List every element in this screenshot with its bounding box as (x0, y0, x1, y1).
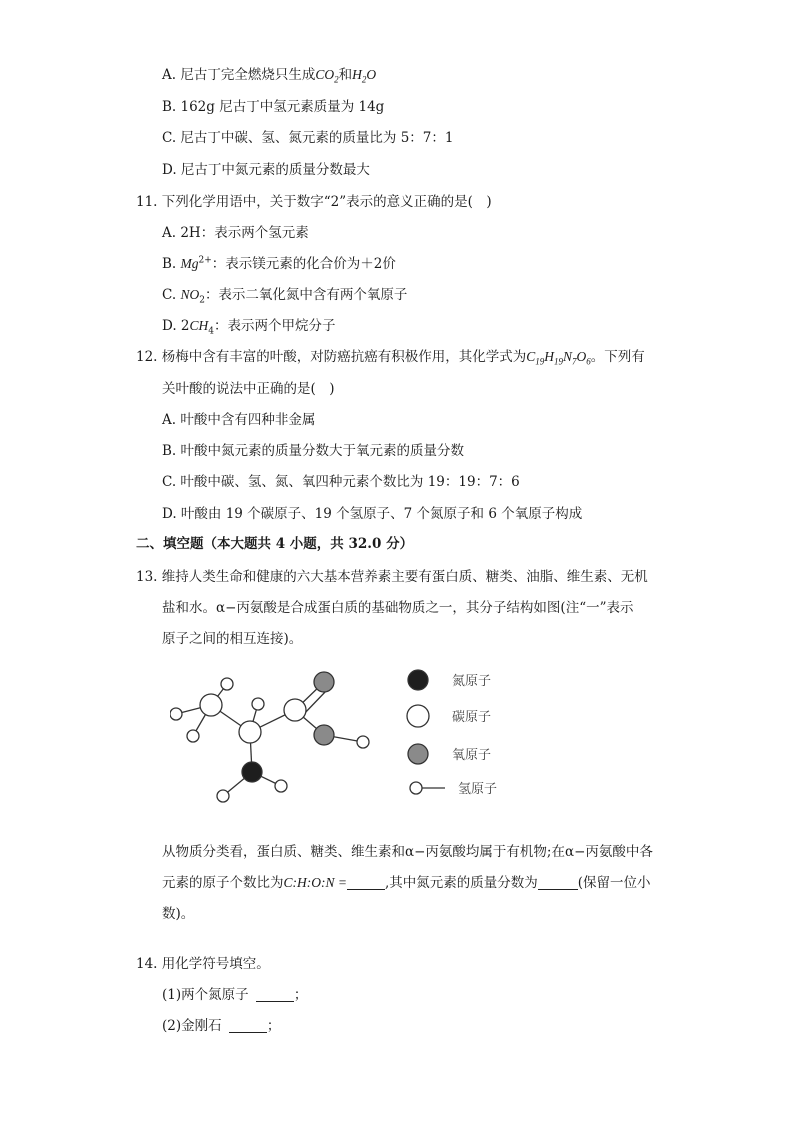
legend-oxygen-label: 氧原子 (452, 748, 492, 763)
q10-option-a (162, 66, 376, 84)
q11-option-d-label: D. 2 (162, 318, 190, 334)
oxygen-atom (314, 672, 334, 692)
hydrogen-atom (170, 708, 182, 720)
formula-sub: 19 (535, 356, 545, 367)
q14-stem: 14. 用化学符号填空。 (136, 956, 270, 972)
q13-answer-line1: 从物质分类看，蛋白质、糖类、维生素和α−丙氨酸均属于有机物;在α−丙氨酸中各 (162, 844, 653, 860)
legend-carbon-atom (407, 705, 429, 727)
formula-sub: 7 (572, 356, 577, 367)
q11-option-a: A. 2H：表示两个氢元素 (162, 225, 309, 241)
q12-option-d: D. 叶酸由 19 个碳原子、19 个氢原子、7 个氮原子和 6 个氧原子构成 (162, 506, 583, 522)
answer-blank-2[interactable] (229, 1018, 267, 1033)
carbon-atom (239, 721, 261, 743)
nitrogen-atom (242, 762, 262, 782)
legend-carbon-label: 碳原子 (452, 710, 492, 725)
formula-sub: 2 (199, 295, 205, 306)
q12-option-c: C. 叶酸中碳、氢、氮、氧四种元素个数比为 19：19：7：6 (162, 474, 520, 490)
hydrogen-atom (221, 678, 233, 690)
carbon-atom (200, 694, 222, 716)
q13-answer-line2 (162, 874, 651, 892)
formula-n: N (563, 349, 573, 364)
q12-stem-text: 12. 杨梅中含有丰富的叶酸，对防癌抗癌有积极作用，其化学式为 (136, 349, 527, 365)
q13-line3: 原子之间的相互连接)。 (162, 631, 303, 647)
q10-option-c: C. 尼古丁中碳、氢、氮元素的质量比为 5：7：1 (162, 130, 454, 146)
hydrogen-atom (275, 780, 287, 792)
q13-answer-text-end: (保留一位小 (577, 875, 651, 891)
hydrogen-atom (357, 736, 369, 748)
q12-stem-line2: 关叶酸的说法中正确的是( ) (162, 381, 335, 397)
alanine-molecule-diagram (170, 664, 520, 814)
q11-option-c-text: ：表示二氧化氮中含有两个氧原子 (204, 287, 408, 303)
q13-line2: 盐和水。α−丙氨酸是合成蛋白质的基础物质之一，其分子结构如图(注“一”表示 (162, 600, 634, 616)
formula-charge: 2+ (198, 255, 212, 266)
q14-item-1-end: ； (293, 987, 308, 1003)
carbon-atom (284, 699, 306, 721)
formula-co2: CO (315, 67, 335, 82)
q10-option-b: B. 162g 尼古丁中氢元素质量为 14g (162, 99, 385, 115)
formula-sub: 2 (361, 74, 367, 85)
formula-c: C (526, 349, 536, 364)
formula-sub: 4 (208, 326, 215, 337)
formula-no2: NO (180, 287, 200, 302)
section-heading: 二、填空题（本大题共 4 小题，共 32.0 分） (136, 536, 414, 552)
answer-blank-1[interactable] (256, 987, 294, 1002)
q10-option-a-conj: 和 (338, 67, 353, 83)
q12-stem-text-end: 。下列有 (590, 349, 645, 365)
hydrogen-atom (187, 730, 199, 742)
q14-item-2-end: ； (266, 1018, 281, 1034)
legend-hydrogen-label: 氢原子 (458, 782, 498, 797)
formula-sub: 19 (554, 356, 564, 367)
q14-item-1 (162, 986, 307, 1004)
legend-nitrogen-atom (408, 670, 428, 690)
q13-answer-text-mid: ,其中氮元素的质量分数为 (384, 875, 538, 891)
formula-o: O (576, 349, 587, 364)
q12-stem-line1 (136, 348, 645, 366)
q11-option-d-text: ：表示两个甲烷分子 (214, 318, 336, 334)
q10-option-d: D. 尼古丁中氮元素的质量分数最大 (162, 162, 370, 178)
formula-h: H (544, 349, 555, 364)
q12-option-a: A. 叶酸中含有四种非金属 (162, 412, 316, 428)
q11-option-c-label: C. (162, 287, 181, 303)
q14-item-2 (162, 1017, 280, 1035)
hydrogen-atom (252, 698, 264, 710)
answer-blank-percent[interactable] (538, 875, 578, 890)
q11-option-c (162, 286, 407, 304)
q10-option-a-text: A. 尼古丁完全燃烧只生成 (162, 67, 316, 83)
formula-o: O (366, 67, 377, 82)
q11-option-b (162, 255, 396, 273)
q14-item-1-text: (1)两个氮原子 (162, 987, 249, 1003)
formula-sub: 6 (586, 356, 591, 367)
hydrogen-atom (217, 790, 229, 802)
legend-nitrogen-label: 氮原子 (452, 674, 492, 689)
legend-hydrogen-atom (410, 782, 422, 794)
q13-answer-text: 元素的原子个数比为 (162, 875, 284, 891)
formula-sub: 2 (334, 74, 339, 85)
legend-oxygen-atom (408, 744, 428, 764)
formula-ch4: CH (189, 318, 209, 333)
q11-option-d (162, 317, 336, 335)
q12-option-b: B. 叶酸中氮元素的质量分数大于氧元素的质量分数 (162, 443, 465, 459)
answer-blank-ratio[interactable] (347, 875, 385, 890)
ratio-label: C:H:O:N = (283, 875, 347, 890)
q13-line1: 13. 维持人类生命和健康的六大基本营养素主要有蛋白质、糖类、油脂、维生素、无机 (136, 569, 648, 585)
q11-stem: 11. 下列化学用语中，关于数字“2”表示的意义正确的是( ) (136, 194, 492, 210)
q11-option-b-text: ：表示镁元素的化合价为＋2价 (211, 256, 396, 272)
q14-item-2-text: (2)金刚石 (162, 1018, 222, 1034)
q11-option-b-label: B. (162, 256, 181, 272)
formula-h2o: H (352, 67, 362, 82)
formula-mg: Mg (180, 256, 199, 271)
oxygen-atom (314, 725, 334, 745)
q13-answer-line3: 数)。 (162, 906, 195, 922)
